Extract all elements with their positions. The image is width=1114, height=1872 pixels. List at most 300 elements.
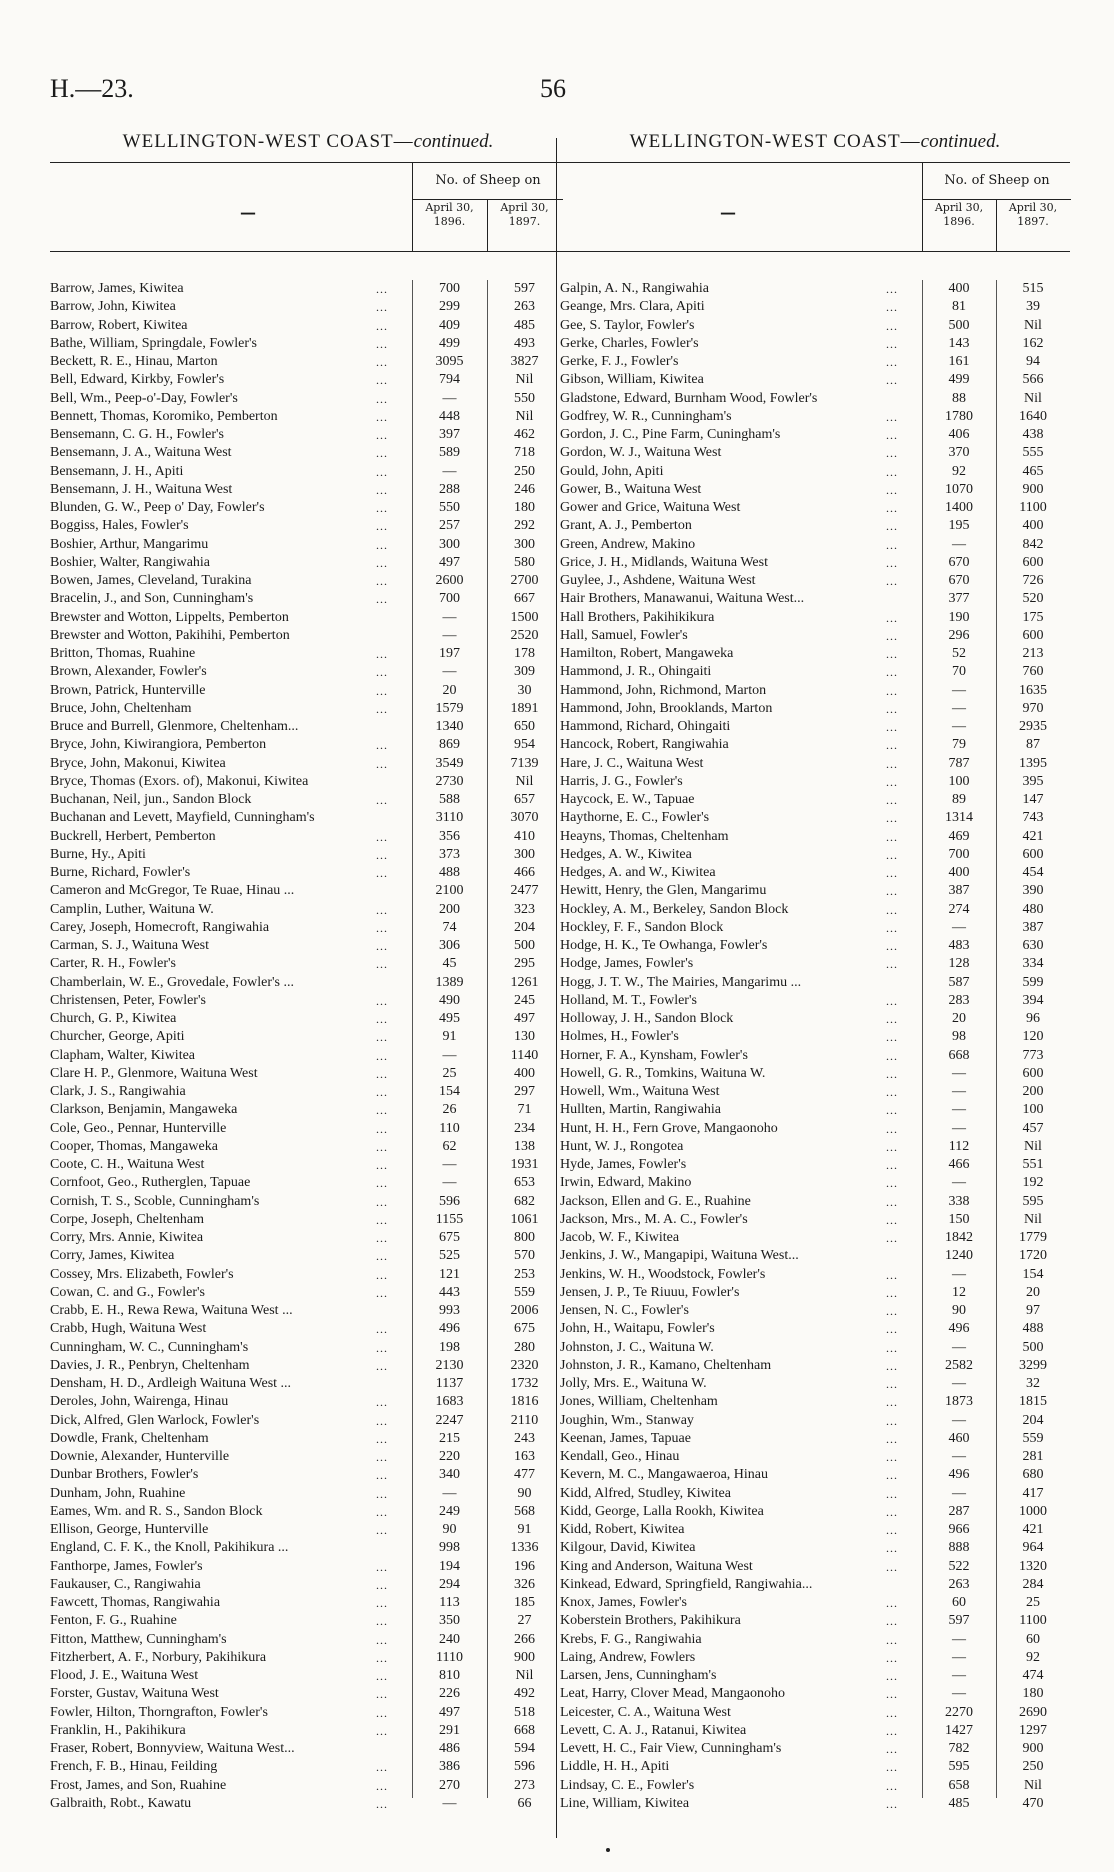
leader-dots: ... [886,1431,898,1446]
table-row [560,1667,1070,1685]
sheep-1896: 370 [948,445,970,461]
owner-name: Boshier, Arthur, Mangarimu [50,536,209,552]
sheep-1897: 284 [1022,1576,1044,1592]
sheep-1896: 700 [439,591,460,607]
sheep-1897: 600 [1022,554,1044,570]
table-row [560,1229,1070,1247]
owner-name: Blunden, G. W., Peep o' Day, Fowler's [50,500,265,515]
sheep-1897: 91 [517,1522,532,1537]
owner-name: Fanthorpe, James, Fowler's [50,1558,203,1574]
table-row [560,682,1070,700]
sheep-1896: — [952,1449,966,1464]
sheep-1896: — [442,1485,457,1501]
leader-dots: ... [886,428,898,442]
owner-name: Holland, M. T., Fowler's [560,992,697,1008]
owner-name: Grant, A. J., Pemberton [560,518,692,534]
table-row [50,1375,566,1393]
leader-dots: ... [376,555,388,570]
sheep-1896: 74 [442,919,457,935]
table-row [50,1284,566,1302]
sheep-1897: 234 [514,1120,535,1136]
leader-dots: ... [376,1085,388,1099]
owner-name: Carter, R. H., Fowler's [50,956,176,972]
sheep-1896: 79 [952,737,966,753]
sheep-1896: 998 [439,1540,460,1556]
sheep-1896: 675 [439,1230,460,1245]
owner-name: Buchanan and Levett, Mayfield, Cunningham's [50,810,315,826]
leader-dots: ... [886,1358,898,1373]
leader-dots: ... [886,1486,898,1501]
sheep-1896: — [442,627,457,643]
sheep-1896: 220 [439,1449,460,1464]
owner-name: Holmes, H., Fowler's [560,1029,679,1045]
sheep-1896: 589 [439,445,460,461]
table-row [50,1211,566,1229]
owner-name: Jackson, Ellen and G. E., Ruahine [560,1193,751,1209]
table-row [560,1083,1070,1101]
table-row [50,499,566,517]
table-row [50,1740,566,1758]
table-row [50,1357,566,1375]
leader-dots: ... [886,1413,898,1428]
leader-dots: ... [376,1395,388,1410]
leader-dots: ... [886,829,898,844]
owner-name: Burne, Richard, Fowler's [50,865,191,880]
sheep-1896: 460 [948,1430,970,1446]
table-row [50,955,566,973]
sheep-1896: 306 [439,938,460,953]
leader-dots: ... [376,391,388,406]
leader-dots: ... [886,1103,898,1118]
sheep-1896: 128 [948,956,970,972]
table-row [560,937,1070,955]
sheep-1897: 421 [1022,828,1044,844]
owner-name: Cowan, C. and G., Fowler's [50,1284,205,1300]
owner-name: Holloway, J. H., Sandon Block [560,1011,734,1026]
sheep-1896: 240 [439,1631,460,1647]
owner-name: Fitzherbert, A. F., Norbury, Pakihikura [50,1649,267,1665]
leader-dots: ... [886,793,898,807]
owner-name: Knox, James, Fowler's [560,1595,687,1610]
owner-name: Bennett, Thomas, Koromiko, Pemberton [50,408,278,424]
leader-dots: ... [886,537,898,552]
owner-name: Cossey, Mrs. Elizabeth, Fowler's [50,1266,234,1282]
owner-name: Grice, J. H., Midlands, Waituna West [560,554,768,570]
leader-dots: ... [376,793,388,807]
sheep-1897: 147 [1022,792,1044,807]
leader-dots: ... [376,1012,388,1026]
sheep-1897: 175 [1022,609,1044,625]
leader-dots: ... [376,336,388,351]
leader-dots: ... [886,665,898,680]
owner-name: Jones, William, Cheltenham [560,1394,718,1410]
owner-name: Downie, Alexander, Hunterville [50,1449,230,1464]
table-row [560,1576,1070,1594]
table-row [560,1156,1070,1174]
sheep-1896: — [952,1412,966,1428]
sheep-1897: 653 [514,1175,535,1191]
owner-name: Bryce, Thomas (Exors. of), Makonui, Kiwitea [50,773,309,789]
owner-name: Hedges, A. and W., Kiwitea [560,865,716,880]
leader-dots: ... [376,482,388,497]
owner-name: Hammond, John, Brooklands, Marton [560,700,773,716]
sheep-1897: 492 [514,1686,535,1702]
sheep-1897: 250 [1022,1759,1044,1775]
sheep-1897: 630 [1022,938,1044,953]
leader-dots: ... [886,1158,898,1172]
sheep-1896: 1240 [945,1248,973,1264]
table-row [560,1412,1070,1430]
sheep-1896: 150 [948,1211,970,1227]
owner-name: Leat, Harry, Clover Mead, Mangaonoho [560,1686,785,1702]
owner-name: Cole, Geo., Pennar, Hunterville [50,1120,227,1136]
owner-name: Kidd, Alfred, Studley, Kiwitea [560,1485,731,1501]
owner-name: Line, William, Kiwitea [560,1795,690,1811]
leader-dots: ... [376,1194,388,1209]
leader-dots: ... [376,519,388,534]
sheep-1896: — [952,919,966,935]
sheep-1896: 1340 [435,719,464,734]
sheep-1896: 448 [439,408,460,424]
owner-name: Bracelin, J., and Son, Cunningham's [50,591,254,607]
left-table-header [50,162,566,252]
owner-name: Gee, S. Taylor, Fowler's [560,317,695,333]
sheep-1897: 488 [1022,1321,1044,1337]
leader-dots: ... [376,1212,388,1227]
owner-name: Galpin, A. N., Rangiwahia [560,281,709,296]
sheep-1897: 178 [514,646,535,661]
sheep-1897: 180 [514,500,535,515]
sheep-1897: 900 [1022,1741,1044,1756]
owner-name: Cameron and McGregor, Te Ruae, Hinau ... [50,883,295,899]
sheep-1897: 204 [514,919,535,935]
table-row [50,1667,566,1685]
leader-dots: ... [376,282,388,296]
leader-dots: ... [886,318,898,333]
owner-name: Cunningham, W. C., Cunningham's [50,1339,249,1355]
sheep-1896: — [442,609,457,625]
leader-dots: ... [376,428,388,442]
sheep-1896: 3110 [435,810,464,826]
leader-dots: ... [886,482,898,497]
leader-dots: ... [886,1012,898,1026]
sheep-1896: 288 [439,481,460,497]
sheep-1897: 71 [517,1102,532,1118]
sheep-1896: — [442,1157,457,1172]
sheep-1897: 438 [1022,427,1044,442]
leader-dots: ... [886,373,898,388]
table-row [50,718,566,736]
leader-dots: ... [886,1377,898,1391]
leader-dots: ... [886,884,898,899]
table-row [50,1558,566,1576]
owner-name: Hodge, James, Fowler's [560,956,694,972]
sheep-1897: Nil [1024,390,1042,406]
sheep-1897: 185 [514,1595,535,1610]
owner-name: Kilgour, David, Kiwitea [560,1540,696,1556]
leader-dots: ... [886,1212,898,1227]
leader-dots: ... [886,1450,898,1464]
sheep-1897: 559 [1022,1430,1044,1446]
sheep-1896: 596 [439,1193,460,1209]
sheep-1897: 246 [514,481,535,497]
table-row [560,1247,1070,1265]
sheep-1896: 597 [948,1613,970,1629]
sheep-1896: — [442,390,457,406]
owner-name: Hockley, F. F., Sandon Block [560,919,724,935]
sheep-1896: — [952,1266,966,1282]
sheep-1897: 1891 [510,700,539,716]
table-row [560,1028,1070,1046]
owner-name: Jackson, Mrs., M. A. C., Fowler's [560,1211,748,1227]
owner-name: Ellison, George, Hunterville [50,1522,209,1537]
owner-name: Hamilton, Robert, Mangaweka [560,646,734,661]
sheep-1896: 2600 [435,573,464,588]
table-row [50,463,566,481]
sheep-1897: 600 [1022,1065,1044,1081]
sheep-1896: 338 [948,1193,970,1209]
owner-name: Gladstone, Edward, Burnham Wood, Fowler's [560,390,818,406]
sheep-1896: 700 [439,281,460,296]
sheep-1896: 668 [948,1047,970,1063]
leader-dots: ... [886,774,898,789]
sheep-1896: 52 [952,646,966,661]
owner-name: Franklin, H., Pakihikura [50,1722,186,1738]
owner-name: Jenkins, W. H., Woodstock, Fowler's [560,1266,766,1282]
leader-dots: ... [886,1760,898,1775]
leader-dots: ... [376,464,388,479]
owner-name: Dowdle, Frank, Cheltenham [50,1430,209,1446]
right-table-header [560,162,1070,252]
table-row [560,481,1070,499]
leader-dots: ... [376,756,388,771]
sheep-1897: 515 [1022,281,1044,296]
table-row [560,1795,1070,1813]
owner-name: England, C. F. K., the Knoll, Pakihikura ... [50,1540,289,1556]
table-row [50,645,566,663]
table-row [560,1539,1070,1557]
sheep-1896: 154 [439,1084,460,1099]
leader-dots: ... [886,1285,898,1300]
sheep-1897: 154 [1022,1266,1044,1282]
leader-dots: ... [376,373,388,388]
sheep-1896: — [442,1175,457,1191]
table-row [50,1448,566,1466]
sheep-1896: 386 [439,1759,460,1775]
sheep-1897: 500 [1022,1339,1044,1355]
table-row [560,992,1070,1010]
sheep-1897: 597 [514,281,535,296]
owner-name: Guylee, J., Ashdene, Waituna West [560,573,756,588]
sheep-1897: 400 [514,1065,535,1081]
sheep-1896: 495 [439,1011,460,1026]
sheep-1896: — [442,463,457,479]
sheep-1897: 2700 [510,573,539,588]
sheep-1896: 143 [948,335,970,351]
table-row [50,1083,566,1101]
owner-name: Hammond, J. R., Ohingaiti [560,664,712,680]
table-row [50,1539,566,1557]
sheep-1897: 518 [514,1704,535,1720]
owner-name: Hare, J. C., Waituna West [560,755,704,771]
sheep-1897: 682 [514,1193,535,1209]
sheep-1896: 1400 [945,500,973,515]
sheep-1896: 3095 [435,354,464,369]
table-row [560,736,1070,754]
table-row [560,1393,1070,1411]
owner-name: Clark, J. S., Rangiwahia [50,1084,186,1099]
owner-name: Eames, Wm. and R. S., Sandon Block [50,1503,263,1519]
sheep-1897: 650 [514,719,535,734]
sheep-1896: 190 [948,609,970,625]
table-row [560,1138,1070,1156]
owner-name: Gibson, William, Kiwitea [560,372,704,388]
table-row [560,919,1070,937]
sheep-1896: 497 [439,554,460,570]
leader-dots: ... [886,1687,898,1702]
table-row [50,1028,566,1046]
sheep-1896: 443 [439,1284,460,1300]
sheep-count-header: No. of Sheep on [922,163,1071,200]
sheep-1896: 62 [442,1138,457,1154]
sheep-1896: 485 [948,1795,970,1811]
sheep-1897: 273 [514,1777,535,1793]
sheep-1897: 32 [1026,1376,1040,1391]
sheep-1897: 395 [1022,773,1044,789]
table-row [560,1211,1070,1229]
owner-name: Joughin, Wm., Stanway [560,1412,694,1428]
leader-dots: ... [886,1723,898,1738]
sheep-1896: 92 [952,463,966,479]
owner-name: Buchanan, Neil, jun., Sandon Block [50,792,252,807]
sheep-1897: 280 [514,1339,535,1355]
sheep-1897: 550 [514,390,535,406]
owner-name: Corpe, Joseph, Cheltenham [50,1211,204,1227]
sheep-1896: 274 [948,901,970,917]
table-row [50,992,566,1010]
leader-dots: ... [886,1650,898,1665]
table-row [50,1138,566,1156]
table-row [560,1466,1070,1484]
sheep-1896: 400 [948,865,970,880]
sheep-1897: 954 [514,737,535,753]
owner-name: Crabb, Hugh, Waituna West [50,1321,207,1337]
owner-name: Bensemann, J. H., Apiti [50,463,184,479]
sheep-1897: 474 [1022,1668,1044,1683]
sheep-1897: 667 [514,591,535,607]
owner-name: Hair Brothers, Manawanui, Waituna West... [560,591,805,607]
owner-name: Bryce, John, Kiwirangiora, Pemberton [50,737,267,753]
owner-name: Church, G. P., Kiwitea [50,1011,177,1026]
sheep-1896: 25 [442,1065,457,1081]
table-row [560,627,1070,645]
owner-name: Brown, Alexander, Fowler's [50,664,207,680]
owner-name: Carey, Joseph, Homecroft, Rangiwahia [50,919,270,935]
table-row [560,791,1070,809]
leader-dots: ... [376,829,388,844]
leader-dots: ... [886,756,898,771]
sheep-1897: 599 [1022,974,1044,990]
table-row [560,280,1070,298]
sheep-1897: 196 [514,1558,535,1574]
sheep-1896: 112 [948,1138,970,1154]
table-row [560,828,1070,846]
owner-name: Crabb, E. H., Rewa Rewa, Waituna West ... [50,1303,293,1318]
sheep-1897: 2006 [510,1303,539,1318]
owner-name: Barrow, John, Kiwitea [50,299,176,315]
sheep-1896: — [952,1668,966,1683]
owner-name: Johnston, J. C., Waituna W. [560,1339,714,1355]
sheep-1897: 120 [1022,1029,1044,1045]
table-row [50,1174,566,1192]
table-row [560,1485,1070,1503]
leader-dots: ... [886,446,898,461]
table-row [560,426,1070,444]
owner-name: Faukauser, C., Rangiwahia [50,1576,201,1592]
sheep-1897: 204 [1022,1412,1044,1428]
table-row [50,1339,566,1357]
table-row [50,1612,566,1630]
owner-name: Galbraith, Robt., Kawatu [50,1795,192,1811]
sheep-1896: 300 [439,536,460,552]
document-reference: H.—23. [50,74,134,103]
sheep-1896: — [952,1084,966,1099]
table-row [560,590,1070,608]
table-row [50,828,566,846]
sheep-1896: 197 [439,646,460,661]
sheep-1897: 760 [1022,664,1044,680]
owner-name: King and Anderson, Waituna West [560,1558,753,1574]
leader-dots: ... [376,1450,388,1464]
sheep-1897: 568 [514,1503,535,1519]
sheep-1897: 566 [1022,372,1044,388]
leader-dots: ... [376,1596,388,1610]
leader-dots: ... [886,1048,898,1063]
owner-name: Dunham, John, Ruahine [50,1485,186,1501]
sheep-1897: 480 [1022,901,1044,917]
table-row [50,1393,566,1411]
sheep-1897: Nil [515,372,534,388]
leader-dots: ... [376,574,388,588]
table-row [560,536,1070,554]
table-row [50,919,566,937]
leader-dots: ... [886,902,898,917]
sheep-1897: 3299 [1019,1357,1047,1373]
leader-dots: ... [376,1358,388,1373]
sheep-1896: 121 [439,1266,460,1282]
sheep-1896: 291 [439,1722,460,1738]
leader-dots: ... [376,939,388,953]
sheep-1896: 100 [948,773,970,789]
leader-dots: ... [886,1322,898,1337]
table-row [560,1594,1070,1612]
leader-dots: ... [886,501,898,515]
sheep-1896: — [952,1175,966,1191]
owner-name: Hunt, W. J., Rongotea [560,1138,684,1154]
table-row [560,901,1070,919]
sheep-1897: 470 [1022,1795,1044,1811]
sheep-1897: 213 [1022,646,1044,661]
owner-name: Levett, H. C., Fair View, Cunningham's [560,1741,782,1756]
sheep-1896: 483 [948,938,970,953]
table-row [560,1047,1070,1065]
owner-name: Hall Brothers, Pakihikikura [560,609,715,625]
sheep-1896: 70 [952,664,966,680]
sheep-1896: 1683 [435,1394,464,1410]
table-row [560,1010,1070,1028]
owner-name: Dunbar Brothers, Fowler's [50,1467,199,1483]
table-row [50,517,566,535]
